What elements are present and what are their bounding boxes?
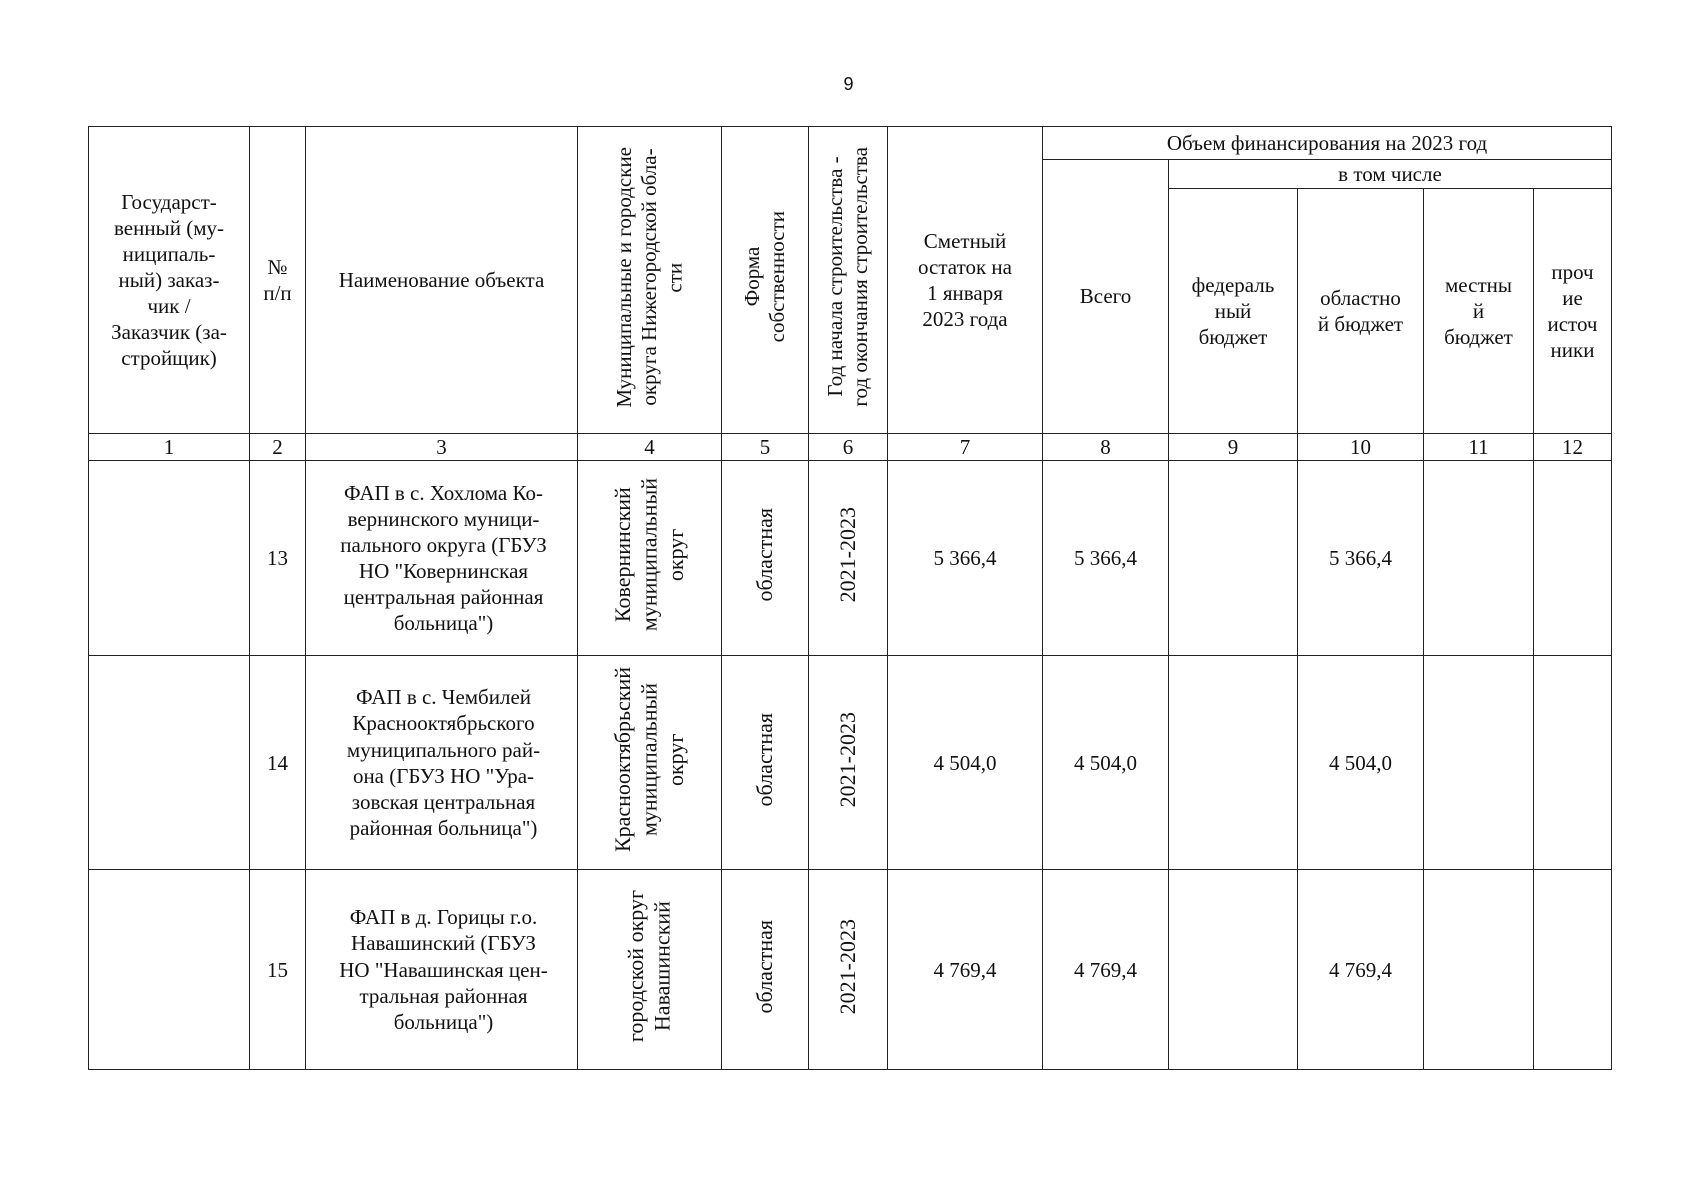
cell-ownership: областная [751, 508, 777, 602]
header-district: Муниципальные и городские округа Нижегородской обла- сти [611, 146, 687, 408]
cell-object-name: ФАП в с. Чембилей Краснооктябрьского муниципального рай- она (ГБУЗ НО "Ура- зовская центральная районная больница") [306, 656, 578, 870]
header-number: № п/п [250, 127, 306, 434]
cell-customer [89, 461, 250, 656]
header-total: Всего [1043, 160, 1169, 434]
cell-total: 4 769,4 [1043, 870, 1169, 1070]
cell-federal [1169, 461, 1298, 656]
cell-ownership-cell [722, 870, 809, 1070]
column-number: 6 [809, 434, 888, 461]
cell-district: Краснооктябрьский муниципальный округ [609, 666, 688, 853]
page-number: 9 [843, 74, 854, 94]
cell-years: 2021-2023 [834, 918, 860, 1015]
cell-regional: 4 504,0 [1298, 656, 1424, 870]
cell-district-cell [578, 461, 722, 656]
cell-remainder: 5 366,4 [888, 461, 1043, 656]
cell-district-cell [578, 656, 722, 870]
cell-ownership-cell [722, 461, 809, 656]
column-number: 3 [306, 434, 578, 461]
cell-local [1424, 461, 1534, 656]
cell-district-cell [578, 870, 722, 1070]
header-object-name: Наименование объекта [306, 127, 578, 434]
cell-remainder: 4 769,4 [888, 870, 1043, 1070]
column-number: 4 [578, 434, 722, 461]
column-number: 5 [722, 434, 809, 461]
cell-customer [89, 870, 250, 1070]
column-number: 11 [1424, 434, 1534, 461]
header-regional: областно й бюджет [1298, 189, 1424, 434]
column-number: 8 [1043, 434, 1169, 461]
cell-local [1424, 656, 1534, 870]
cell-years-cell [809, 656, 888, 870]
cell-years-cell [809, 870, 888, 1070]
financing-table [88, 126, 1612, 1070]
cell-regional: 5 366,4 [1298, 461, 1424, 656]
cell-ownership-cell [722, 656, 809, 870]
cell-number: 15 [250, 870, 306, 1070]
cell-object-name: ФАП в с. Хохлома Ко- вернинского муници- пального округа (ГБУЗ НО "Ковернинская центральная районная больница") [306, 461, 578, 656]
header-years: Год начала строительства - год окончания строительства [822, 147, 872, 407]
cell-other [1534, 461, 1612, 656]
cell-number: 13 [250, 461, 306, 656]
header-ownership-cell [722, 127, 809, 434]
header-remainder: Сметный остаток на 1 января 2023 года [888, 127, 1043, 434]
cell-ownership: областная [751, 919, 777, 1014]
header-subgroup: в том числе [1169, 160, 1612, 189]
cell-years: 2021-2023 [834, 507, 860, 603]
cell-number: 14 [250, 656, 306, 870]
header-ownership: Форма собственности [739, 211, 789, 343]
cell-ownership: областная [751, 712, 777, 807]
column-number: 10 [1298, 434, 1424, 461]
cell-years: 2021-2023 [834, 711, 860, 808]
cell-district: городской округ Навашинский [623, 890, 675, 1043]
cell-total: 4 504,0 [1043, 656, 1169, 870]
cell-object-name: ФАП в д. Горицы г.о. Навашинский (ГБУЗ НО "Навашинская цен- тральная районная больница") [306, 870, 578, 1070]
cell-federal [1169, 870, 1298, 1070]
column-number: 2 [250, 434, 306, 461]
cell-district: Ковернинский муниципальный округ [609, 478, 688, 632]
header-customer: Государст- венный (му- ниципаль- ный) заказ- чик / Заказчик (за- стройщик) [89, 127, 250, 434]
cell-regional: 4 769,4 [1298, 870, 1424, 1070]
column-number: 9 [1169, 434, 1298, 461]
header-local: местны й бюджет [1424, 189, 1534, 434]
cell-years-cell [809, 461, 888, 656]
header-years-cell [809, 127, 888, 434]
column-number: 7 [888, 434, 1043, 461]
cell-federal [1169, 656, 1298, 870]
cell-local [1424, 870, 1534, 1070]
table-row [89, 870, 1612, 1070]
cell-total: 5 366,4 [1043, 461, 1169, 656]
column-number-row [89, 434, 1612, 461]
header-federal: федераль ный бюджет [1169, 189, 1298, 434]
column-number: 1 [89, 434, 250, 461]
header-row-1 [89, 127, 1612, 160]
cell-customer [89, 656, 250, 870]
header-other: проч ие источ ники [1534, 189, 1612, 434]
header-financing-group: Объем финансирования на 2023 год [1043, 127, 1612, 160]
table-row [89, 656, 1612, 870]
table-row [89, 461, 1612, 656]
cell-other [1534, 870, 1612, 1070]
cell-other [1534, 656, 1612, 870]
column-number: 12 [1534, 434, 1612, 461]
header-district-cell [578, 127, 722, 434]
cell-remainder: 4 504,0 [888, 656, 1043, 870]
